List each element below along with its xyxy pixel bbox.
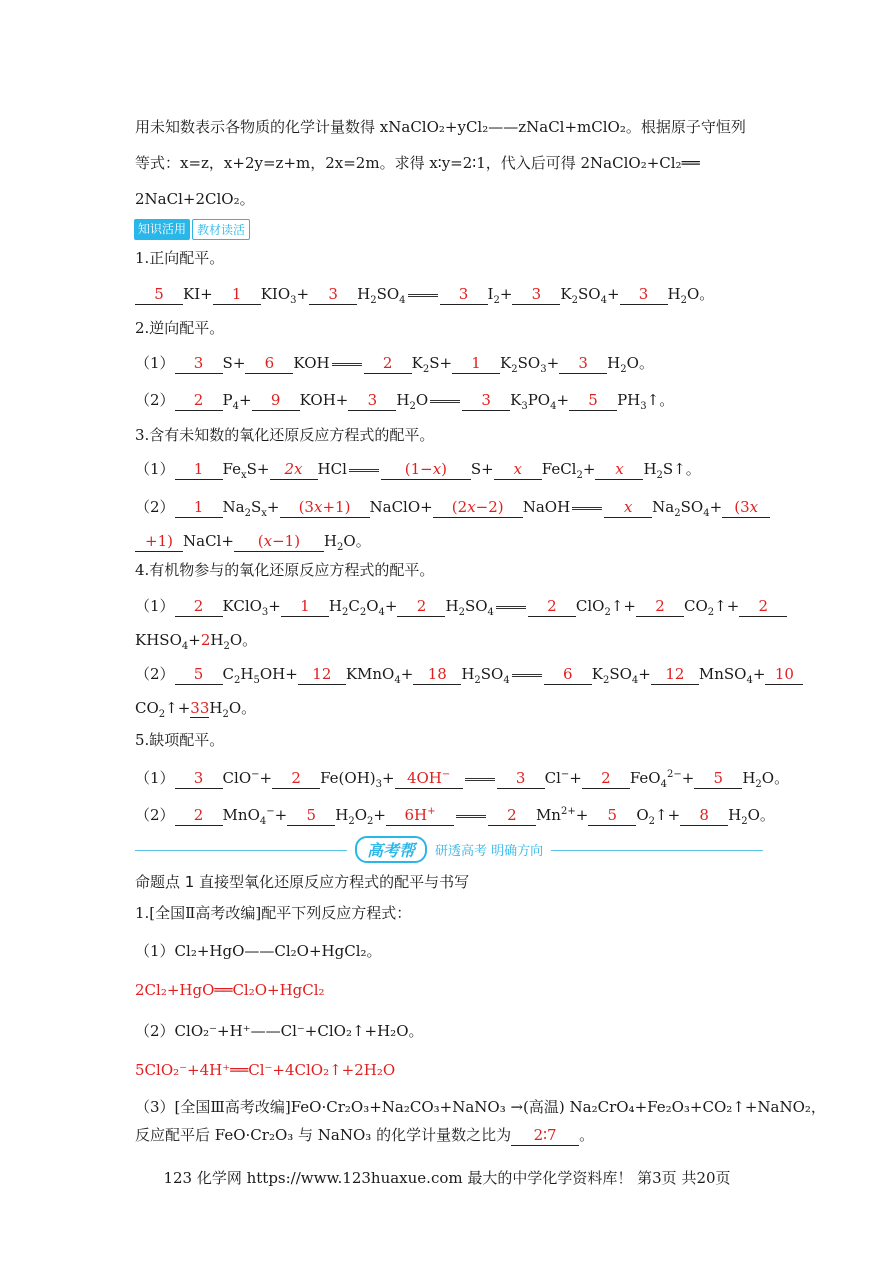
sec3-eq2-cont: +1) NaCl+ (x−1) $H_2O$。 bbox=[135, 531, 776, 558]
intro-line-3: 2NaCl+2ClO₂。 bbox=[135, 190, 255, 208]
knowledge-tag bbox=[134, 219, 250, 240]
sec5-title: 5.缺项配平。 bbox=[135, 731, 225, 749]
exam-a1-3: 2∶7 bbox=[511, 1125, 579, 1146]
intro-line-2: 等式：x=z，x+2y=z+m，2x=2m。求得 x∶y=2∶1，代入后可得 2NaClO₂+Cl₂══ bbox=[135, 154, 700, 172]
sec2-eq1: （1） 3 S+ 6 KOH 2 $K_2S+ 1$ $K_2SO_3+ 3$ $H_2O$。 bbox=[135, 354, 654, 375]
sec3-title: 3.含有未知数的氧化还原反应方程式的配平。 bbox=[135, 426, 435, 444]
intro-text: 用未知数表示各物质的化学计量数得 bbox=[135, 118, 376, 136]
exam-q1-2: （2）ClO₂⁻+H⁺——Cl⁻+ClO₂↑+H₂O。 bbox=[135, 1022, 424, 1040]
sec4-eq2-cont: $CO_2↑+33H_2O$。 bbox=[135, 699, 257, 720]
exam-heading: 命题点 1 直接型氧化还原反应方程式的配平与书写 bbox=[135, 873, 470, 891]
sec4-eq1: （1） 2 KClO$_3$+ 1 $H_2C_2O_4+ 2$ $H_2SO_4$ 2 ClO$_2$↑+ 2 $CO_2↑+ 2$ bbox=[135, 596, 776, 623]
intro-equation: xNaClO₂+yCl₂——zNaCl+mClO₂。根据原子守恒列 bbox=[379, 118, 746, 136]
sec2-eq2: （2） 2 $P_4+ 9$ KOH+ 3 $H_2O$ 3 $K_3PO_4+ 5$ $PH_3↑$。 bbox=[135, 391, 675, 412]
sec3-eq2: （2） 1 $Na_2S_x+ (3x+1)$ NaClO+ (2x−2) NaOH x $Na_2SO_4+ (3x$ bbox=[135, 497, 776, 524]
sec4-eq1-cont: $KHSO_4+2H_2O$。 bbox=[135, 631, 258, 652]
exam-q1-3b-text: 反应配平后 FeO·Cr₂O₃ 与 NaNO₃ 的化学计量数之比为 bbox=[135, 1126, 512, 1144]
sec5-eq1: （1） 3 ClO−+ 2 $Fe(OH)_3+ 4OH^-$ 3 Cl−+ 2 FeO$_4^{2-}$+ 5 $H_2O$。 bbox=[135, 765, 776, 795]
exam-q1: 1.[全国Ⅱ高考改编]配平下列反应方程式： bbox=[135, 904, 412, 922]
exam-end-mark: 。 bbox=[579, 1126, 595, 1144]
banner-badge-label: 高考帮 bbox=[355, 836, 427, 863]
sec2-title: 2.逆向配平。 bbox=[135, 319, 225, 337]
sec1-title: 1.正向配平。 bbox=[135, 249, 225, 267]
sec4-title: 4.有机物参与的氧化还原反应方程式的配平。 bbox=[135, 561, 435, 579]
exam-a1-1: 2Cl₂+HgO══Cl₂O+HgCl₂ bbox=[135, 981, 325, 999]
gaokao-banner bbox=[135, 832, 763, 862]
sec3-eq1: （1） 1 $Fe_xS+ 2x$ HCl (1−x) S+ x FeCl$_2$+ x $H_2S↑$。 bbox=[135, 460, 701, 481]
exam-a1-2: 5ClO₂⁻+4H⁺══Cl⁻+4ClO₂↑+2H₂O bbox=[135, 1061, 396, 1079]
exam-q1-3: （3）[全国Ⅲ高考改编]FeO·Cr₂O₃+Na₂CO₃+NaNO₃ →(高温) Na₂CrO₄+Fe₂O₃+CO₂↑+NaNO₂， bbox=[135, 1098, 826, 1116]
sec4-eq2: （2） 5 $C_2H_5OH+ 12$ KMnO$_4$+ 18 $H_2SO_4$ 6 $K_2SO_4+ 12$ MnSO$_4$+ 10 bbox=[135, 664, 776, 691]
sec5-eq2: （2） 2 MnO$_4$−+ 5 $H_2O_2+ 6H^+$ 2 $Mn^{2+}+ 5$ $O_2↑+ 8$ $H_2O$。 bbox=[135, 802, 776, 832]
banner-slogan: 研透高考 明确方向 bbox=[435, 844, 544, 859]
tag-textbook: 教材读活 bbox=[192, 219, 250, 240]
tag-knowledge: 知识活用 bbox=[134, 219, 190, 240]
sec1-eq: 5 KI+ 1 $KIO_3+ 3$ $H_2SO_4$ 3 $I_2+ 3$ $K_2SO_4+ 3$ $H_2O$。 bbox=[135, 284, 776, 311]
exam-q1-1: （1）Cl₂+HgO——Cl₂O+HgCl₂。 bbox=[135, 942, 382, 960]
page-footer: 123 化学网 https://www.123huaxue.com 最大的中学化学资料库！ 第3页 共20页 bbox=[163, 1169, 731, 1187]
exam-q1-3b bbox=[135, 1125, 776, 1146]
banner-badge bbox=[347, 836, 551, 863]
intro-line-1 bbox=[135, 117, 776, 137]
